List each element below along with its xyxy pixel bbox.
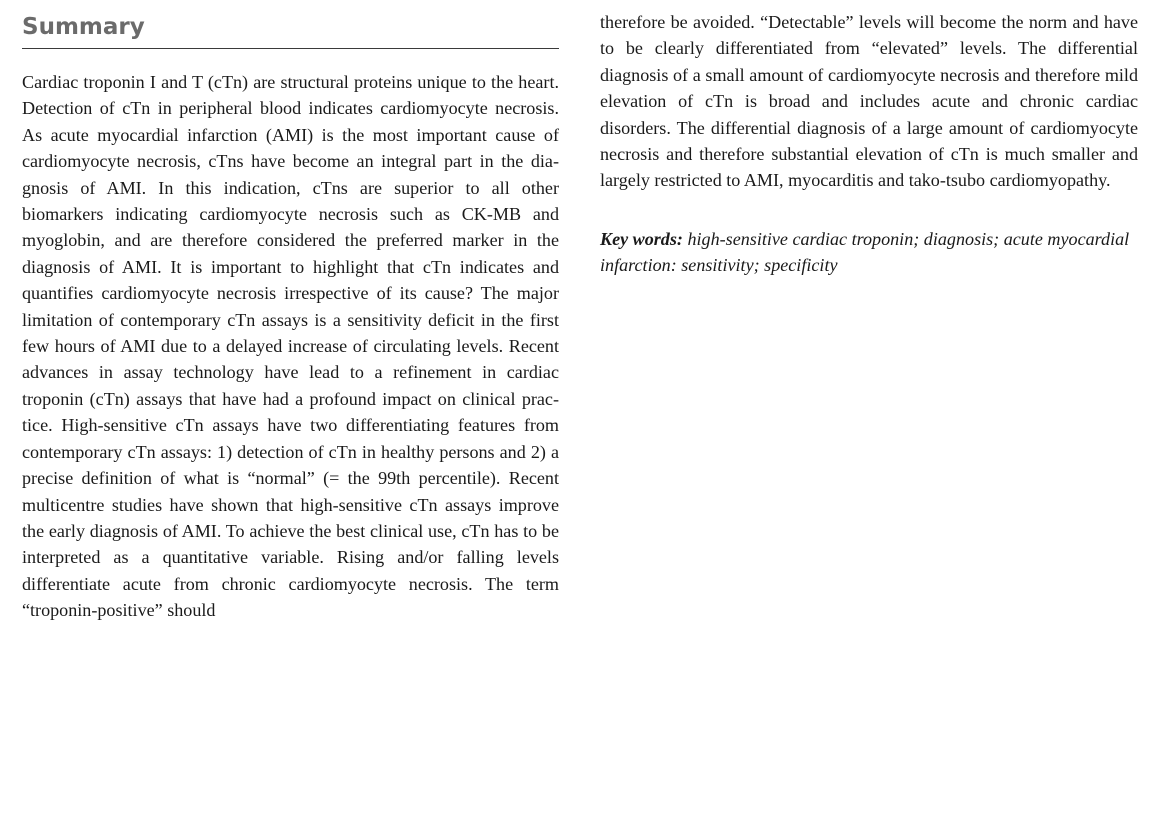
- right-column: [600, 0, 1138, 279]
- section-heading: Summary: [22, 12, 559, 49]
- keywords-text: high-sensitive cardiac troponin; diagnosis; acute myocardial infarction: sensitivity; specificity: [600, 228, 1130, 276]
- left-column: [22, 0, 559, 624]
- abstract-paragraph-part-2: therefore be avoided. “Detectable” levels will become the norm and have to be clearly differentiated from “elevated” levels. The differential diagnosis of a small amount of cardiomyocyte necrosis and therefore mild elevation of cTn is broad and includes acute and chronic cardiac disorders. The differential diagnosis of a large amount of cardiomyocyte necrosis and therefore substantial elevation of cTn is much smaller and largely restricted to AMI, myocarditis and tako-tsubo cardiomyopathy.: [600, 12, 1138, 191]
- keywords: [600, 226, 1138, 279]
- keywords-label: Key words:: [600, 228, 683, 249]
- abstract-paragraph-part-1: Cardiac troponin I and T (cTn) are structural proteins unique to the heart. Detection of cTn in peripheral blood indicates cardiomyocyte necrosis. As acute myocardial infarction (AMI) is the most important cause of cardiomyocyte necrosis, cTns have become an integral part in the diagnosis of AMI. In this indication, cTns are superior to all other biomarkers indicating cardiomyocyte necrosis such as CK-MB and myoglobin, and are therefore considered the preferred marker in the diagnosis of AMI. It is important to highlight that cTn indicates and quantifies cardiomyocyte necrosis irrespective of its cause? The major limitation of contemporary cTn assays is a sensitivity deficit in the first few hours of AMI due to a delayed increase of circulating levels. Recent advances in assay technology have lead to a refinement in cardiac troponin (cTn) assays that have had a profound impact on clinical practice. High-sensitive cTn assays have two differentiating features from contemporary cTn assays: 1) detection of cTn in healthy persons and 2) a precise definition of what is “normal” (= the 99th percentile). Recent multicentre studies have shown that high-sensitive cTn assays improve the early diagnosis of AMI. To achieve the best clinical use, cTn has to be interpreted as a quantitative variable. Rising and/or falling levels differentiate acute from chronic cardiomyocyte necrosis. The term “troponin-positive” should: [22, 72, 559, 621]
